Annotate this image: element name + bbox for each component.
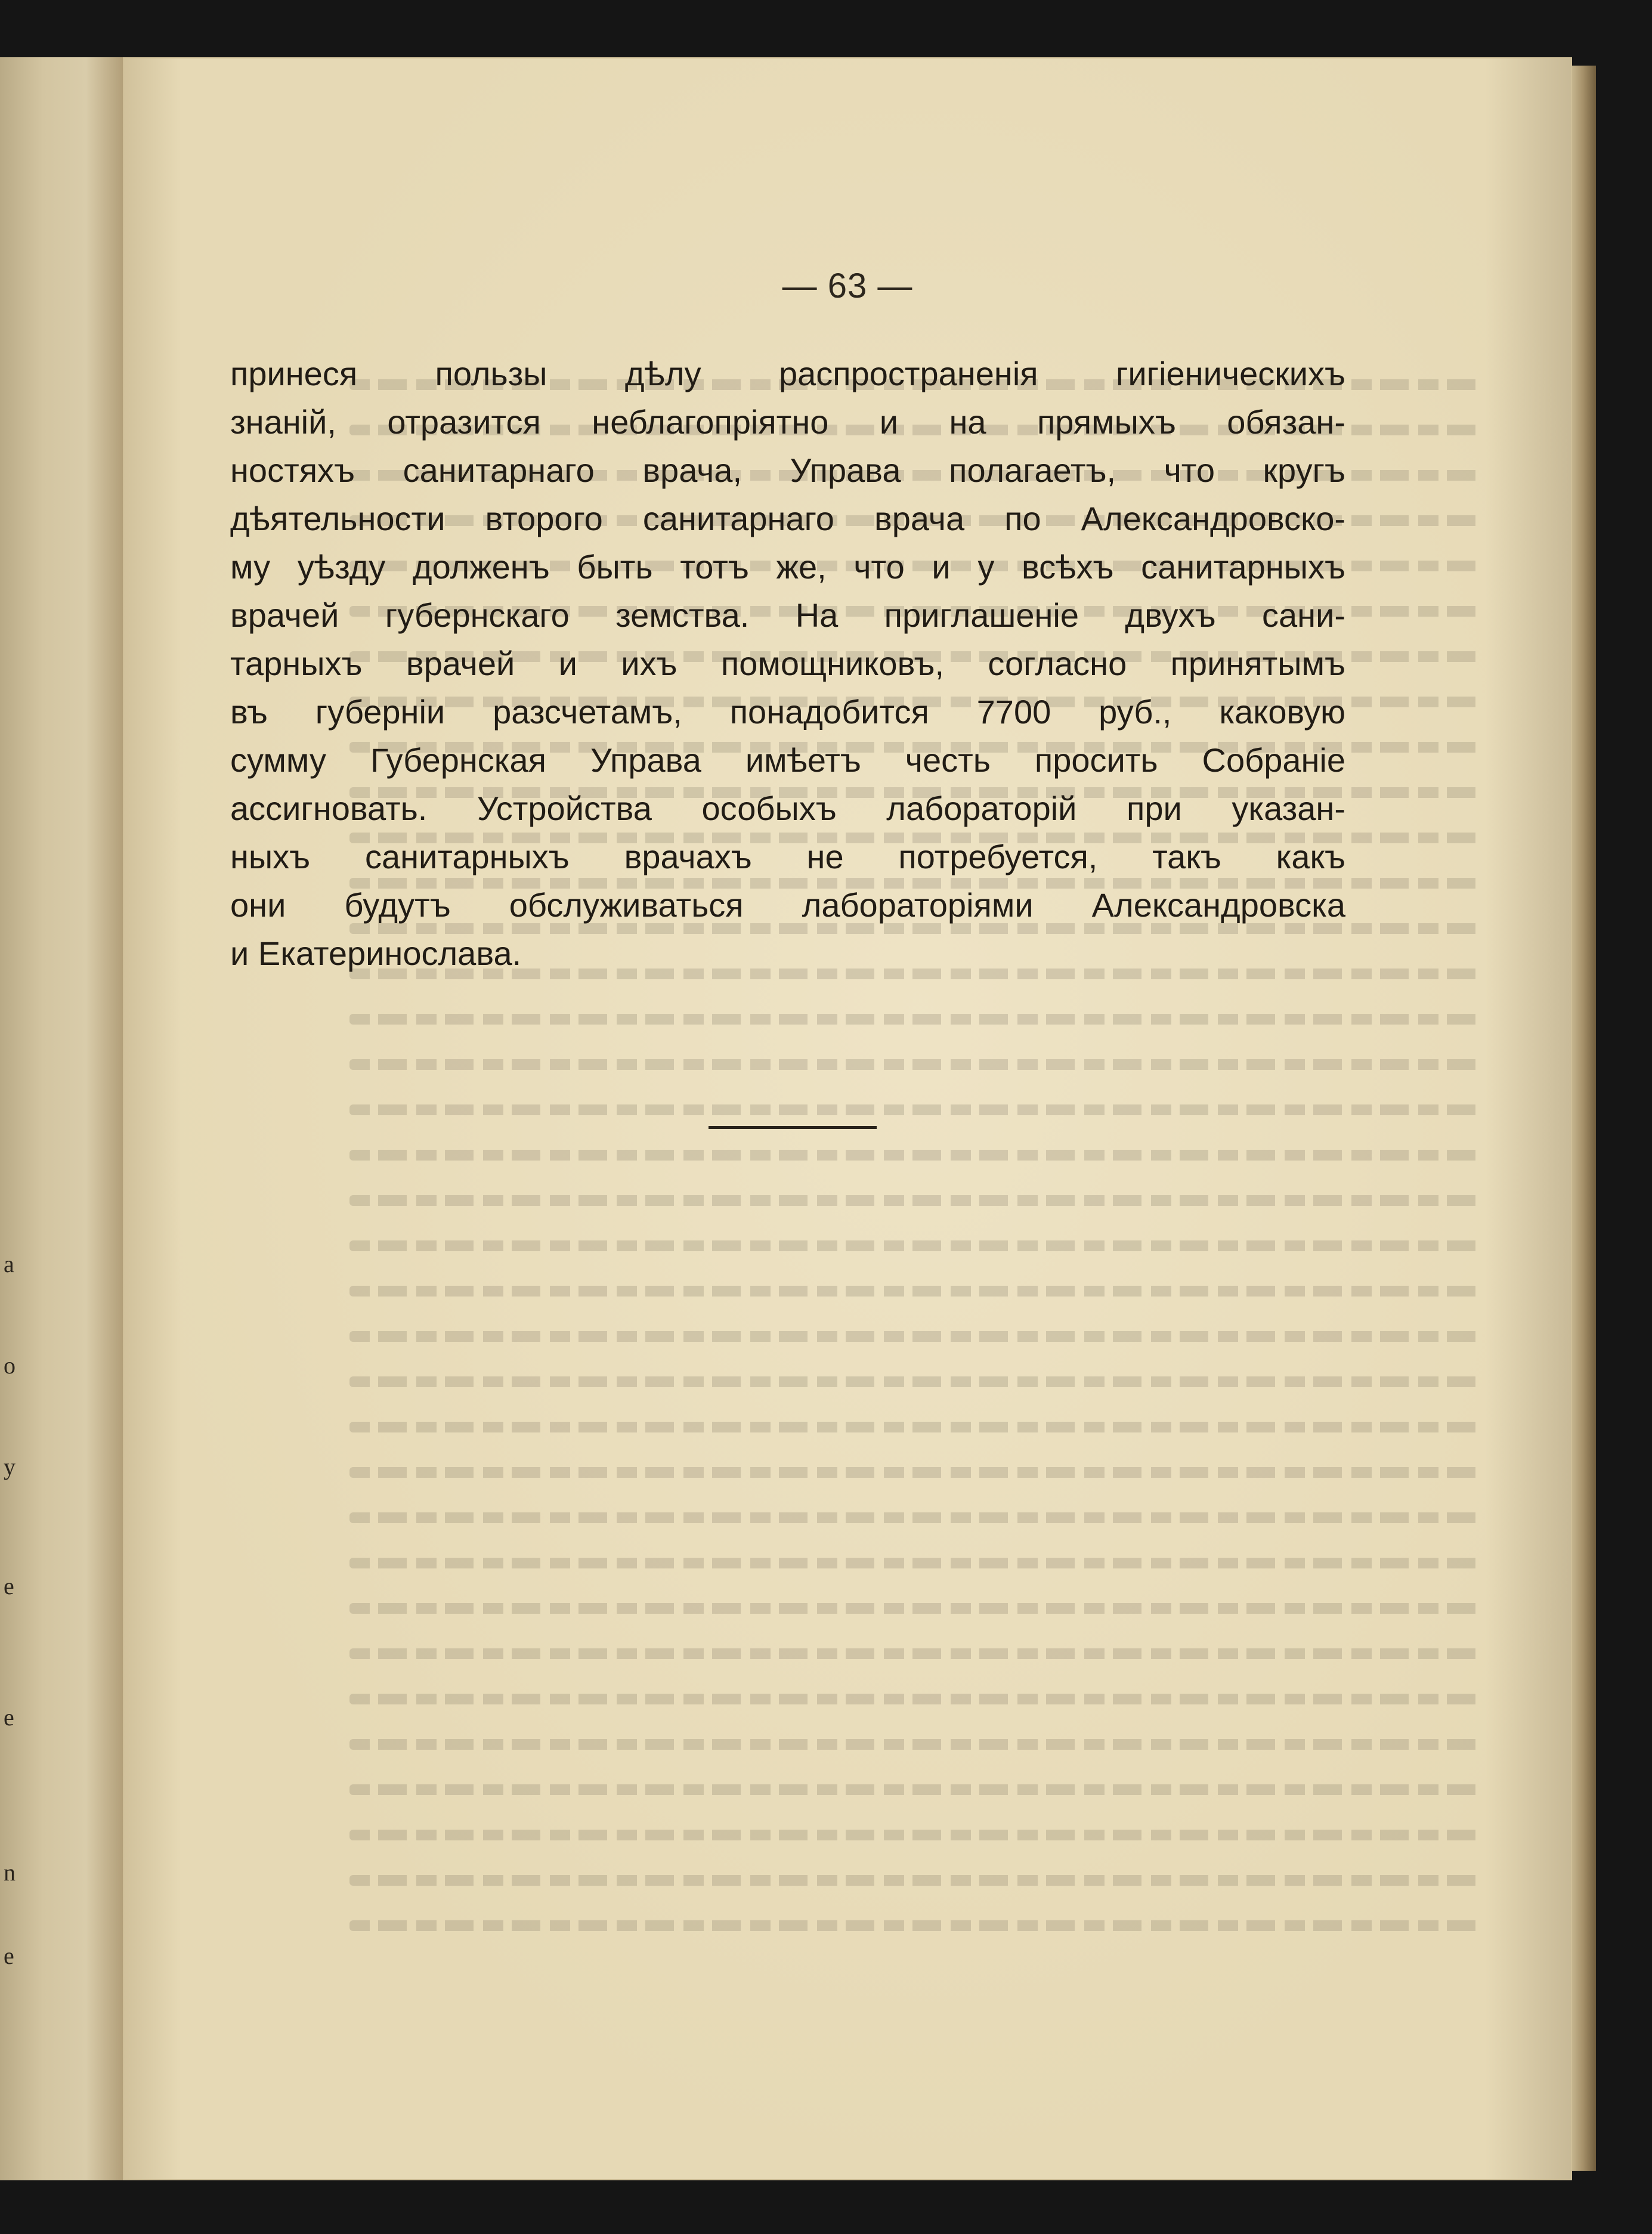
page-number: — 63 — — [782, 267, 913, 305]
text-line: врачей губернскаго земства. На приглашеніе двухъ сани- — [230, 596, 1345, 634]
left-page-fragment: y — [4, 1453, 16, 1480]
text-line: тарныхъ врачей и ихъ помощниковъ, согласно принятымъ — [230, 645, 1345, 682]
text-line: ныхъ санитарныхъ врачахъ не потребуется, такъ какъ — [230, 838, 1345, 875]
text-line: принеся пользы дѣлу распространенія гигіеническихъ — [230, 355, 1345, 392]
section-divider-rule — [709, 1126, 877, 1129]
left-page-fragment: n — [4, 1859, 16, 1886]
page-stack-edge — [1572, 66, 1596, 2171]
text-line: они будутъ обслуживаться лабораторіями Александровска — [230, 886, 1345, 924]
text-line: му уѣзду долженъ быть тотъ же, что и у всѣхъ санитарныхъ — [230, 548, 1345, 586]
left-page-fragment: e — [4, 1573, 14, 1599]
left-page-fragment: e — [4, 1704, 14, 1731]
left-facing-page — [0, 57, 123, 2180]
text-line: дѣятельности второго санитарнаго врача по Александровско- — [230, 500, 1345, 537]
left-page-fragment: o — [4, 1352, 16, 1379]
body-paragraph — [230, 349, 1345, 977]
text-line: ностяхъ санитарнаго врача, Управа полагаетъ, что кругъ — [230, 451, 1345, 489]
text-line: и Екатеринослава. — [230, 935, 522, 972]
left-page-fragment: a — [4, 1251, 14, 1277]
text-line: знаній, отразится неблагопріятно и на прямыхъ обязан- — [230, 403, 1345, 441]
left-page-fragment: e — [4, 1942, 14, 1969]
book-page — [123, 57, 1572, 2180]
text-line: сумму Губернская Управа имѣетъ честь просить Собраніе — [230, 741, 1345, 779]
text-line: въ губерніи разсчетамъ, понадобится 7700 руб., каковую — [230, 693, 1345, 731]
text-line: ассигновать. Устройства особыхъ лабораторій при указан- — [230, 790, 1345, 827]
